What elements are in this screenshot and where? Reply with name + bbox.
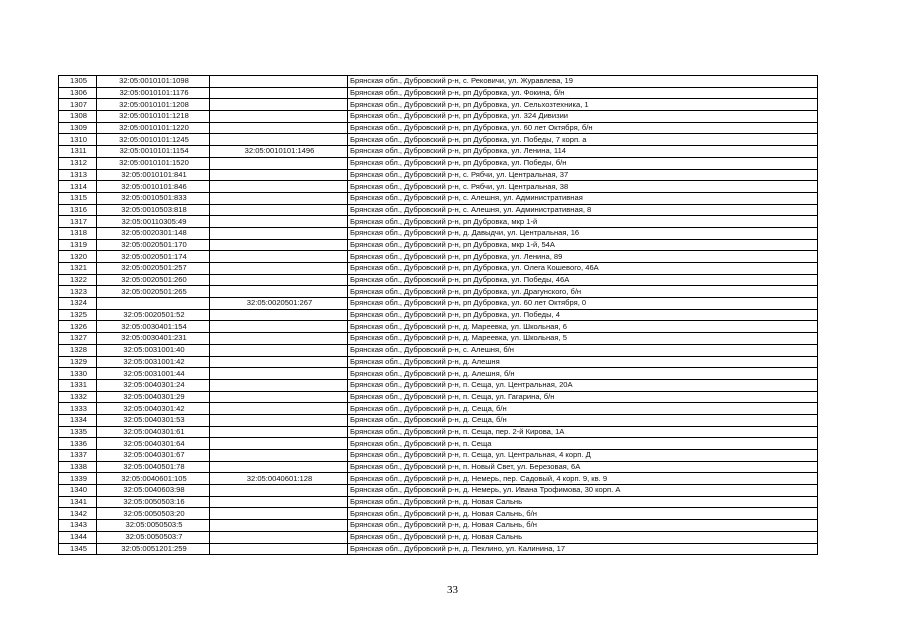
row-number-cell: 1314: [59, 181, 97, 193]
cadastral-number-cell: 32:05:0040603:98: [97, 485, 210, 497]
row-number-cell: 1312: [59, 157, 97, 169]
row-number-cell: 1331: [59, 379, 97, 391]
cadastral-number-cell: 32:05:0010101:1208: [97, 99, 210, 111]
address-cell: Брянская обл., Дубровский р-н, рп Дубровка, ул. Победы, 4: [348, 309, 818, 321]
table-row: [59, 403, 818, 415]
table-row: [59, 204, 818, 216]
table-row: [59, 216, 818, 228]
secondary-cadastral-number-cell: [210, 368, 348, 380]
cadastral-number-cell: 32:05:0020501:170: [97, 239, 210, 251]
cadastral-number-cell: 32:05:0010101:1176: [97, 87, 210, 99]
secondary-cadastral-number-cell: [210, 414, 348, 426]
table-row: [59, 496, 818, 508]
address-cell: Брянская обл., Дубровский р-н, п. Новый Свет, ул. Березовая, 6А: [348, 461, 818, 473]
secondary-cadastral-number-cell: [210, 192, 348, 204]
secondary-cadastral-number-cell: [210, 520, 348, 532]
cadastral-number-cell: 32:05:0020301:148: [97, 227, 210, 239]
row-number-cell: 1320: [59, 251, 97, 263]
row-number-cell: 1344: [59, 531, 97, 543]
cadastral-number-cell: 32:05:0040501:78: [97, 461, 210, 473]
address-cell: Брянская обл., Дубровский р-н, с. Рябчи, ул. Центральная, 37: [348, 169, 818, 181]
table-row: [59, 485, 818, 497]
address-cell: Брянская обл., Дубровский р-н, рп Дубровка, ул. Ленина, 89: [348, 251, 818, 263]
address-cell: Брянская обл., Дубровский р-н, д. Новая Сальнь: [348, 496, 818, 508]
cadastral-number-cell: 32:05:0040301:61: [97, 426, 210, 438]
secondary-cadastral-number-cell: [210, 181, 348, 193]
cadastral-number-cell: [97, 298, 210, 310]
secondary-cadastral-number-cell: [210, 157, 348, 169]
address-cell: Брянская обл., Дубровский р-н, п. Сеща: [348, 438, 818, 450]
cadastral-number-cell: 32:05:0010101:1220: [97, 122, 210, 134]
cadastral-number-cell: 32:05:0020501:265: [97, 286, 210, 298]
secondary-cadastral-number-cell: 32:05:0020501:267: [210, 298, 348, 310]
secondary-cadastral-number-cell: [210, 239, 348, 251]
cadastral-number-cell: 32:05:0050503:5: [97, 520, 210, 532]
cadastral-number-cell: 32:05:0020501:257: [97, 263, 210, 275]
cadastral-number-cell: 32:05:0040601:105: [97, 473, 210, 485]
page-number: 33: [447, 584, 458, 596]
row-number-cell: 1326: [59, 321, 97, 333]
cadastral-number-cell: 32:05:0030401:154: [97, 321, 210, 333]
row-number-cell: 1327: [59, 333, 97, 345]
address-cell: Брянская обл., Дубровский р-н, д. Сеща, б/н: [348, 414, 818, 426]
secondary-cadastral-number-cell: [210, 286, 348, 298]
cadastral-number-cell: 32:05:0040301:42: [97, 403, 210, 415]
cadastral-number-cell: 32:05:0050503:7: [97, 531, 210, 543]
address-cell: Брянская обл., Дубровский р-н, п. Сеща, ул. Центральная, 20А: [348, 379, 818, 391]
row-number-cell: 1336: [59, 438, 97, 450]
cadastral-number-cell: 32:05:0010101:841: [97, 169, 210, 181]
secondary-cadastral-number-cell: [210, 333, 348, 345]
cadastral-number-cell: 32:05:0010501:833: [97, 192, 210, 204]
table-row: [59, 344, 818, 356]
address-cell: Брянская обл., Дубровский р-н, д. Новая Сальнь: [348, 531, 818, 543]
address-cell: Брянская обл., Дубровский р-н, рп Дубровка, ул. Победы, 46А: [348, 274, 818, 286]
address-cell: Брянская обл., Дубровский р-н, д. Алешня: [348, 356, 818, 368]
cadastral-number-cell: 32:05:0010101:846: [97, 181, 210, 193]
secondary-cadastral-number-cell: [210, 461, 348, 473]
property-register-table: [58, 75, 818, 555]
address-cell: Брянская обл., Дубровский р-н, рп Дубровка, ул. Драгунского, б/н: [348, 286, 818, 298]
cadastral-number-cell: 32:05:0010101:1218: [97, 111, 210, 123]
row-number-cell: 1325: [59, 309, 97, 321]
secondary-cadastral-number-cell: [210, 321, 348, 333]
table-row: [59, 309, 818, 321]
row-number-cell: 1337: [59, 450, 97, 462]
row-number-cell: 1321: [59, 263, 97, 275]
table-row: [59, 450, 818, 462]
address-cell: Брянская обл., Дубровский р-н, д. Новая Сальнь, б/н: [348, 520, 818, 532]
address-cell: Брянская обл., Дубровский р-н, с. Рековичи, ул. Журавлева, 19: [348, 76, 818, 88]
row-number-cell: 1333: [59, 403, 97, 415]
table-row: [59, 99, 818, 111]
cadastral-number-cell: 32:05:0010101:1520: [97, 157, 210, 169]
cadastral-number-cell: 32:05:0040301:53: [97, 414, 210, 426]
table-row: [59, 520, 818, 532]
secondary-cadastral-number-cell: [210, 496, 348, 508]
address-cell: Брянская обл., Дубровский р-н, с. Рябчи, ул. Центральная, 38: [348, 181, 818, 193]
row-number-cell: 1308: [59, 111, 97, 123]
table-row: [59, 333, 818, 345]
address-cell: Брянская обл., Дубровский р-н, д. Давыдчи, ул. Центральная, 16: [348, 227, 818, 239]
address-cell: Брянская обл., Дубровский р-н, рп Дубровка, ул. Ленина, 114: [348, 146, 818, 158]
secondary-cadastral-number-cell: [210, 111, 348, 123]
secondary-cadastral-number-cell: [210, 403, 348, 415]
cadastral-number-cell: 32:05:0040301:64: [97, 438, 210, 450]
address-cell: Брянская обл., Дубровский р-н, рп Дубровка, ул. Олега Кошевого, 46А: [348, 263, 818, 275]
address-cell: Брянская обл., Дубровский р-н, д. Немерь, ул. Ивана Трофимова, 30 корп. А: [348, 485, 818, 497]
address-cell: Брянская обл., Дубровский р-н, рп Дубровка, ул. Фокина, б/н: [348, 87, 818, 99]
row-number-cell: 1315: [59, 192, 97, 204]
cadastral-number-cell: 32:05:0020501:260: [97, 274, 210, 286]
cadastral-number-cell: 32:05:0051201:259: [97, 543, 210, 555]
row-number-cell: 1313: [59, 169, 97, 181]
cadastral-number-cell: 32:05:0050503:16: [97, 496, 210, 508]
secondary-cadastral-number-cell: [210, 204, 348, 216]
table-row: [59, 181, 818, 193]
register-table-body: [59, 76, 818, 555]
row-number-cell: 1334: [59, 414, 97, 426]
address-cell: Брянская обл., Дубровский р-н, рп Дубровка, ул. Победы, 7 корп. а: [348, 134, 818, 146]
secondary-cadastral-number-cell: [210, 309, 348, 321]
secondary-cadastral-number-cell: [210, 122, 348, 134]
secondary-cadastral-number-cell: [210, 216, 348, 228]
address-cell: Брянская обл., Дубровский р-н, с. Алешня, ул. Административная, 8: [348, 204, 818, 216]
address-cell: Брянская обл., Дубровский р-н, п. Сеща, пер. 2-й Кирова, 1А: [348, 426, 818, 438]
table-row: [59, 263, 818, 275]
address-cell: Брянская обл., Дубровский р-н, д. Пеклино, ул. Калинина, 17: [348, 543, 818, 555]
row-number-cell: 1328: [59, 344, 97, 356]
table-row: [59, 391, 818, 403]
table-row: [59, 414, 818, 426]
row-number-cell: 1335: [59, 426, 97, 438]
row-number-cell: 1324: [59, 298, 97, 310]
row-number-cell: 1322: [59, 274, 97, 286]
secondary-cadastral-number-cell: [210, 391, 348, 403]
table-row: [59, 274, 818, 286]
row-number-cell: 1340: [59, 485, 97, 497]
secondary-cadastral-number-cell: [210, 227, 348, 239]
address-cell: Брянская обл., Дубровский р-н, д. Мареевка, ул. Школьная, 5: [348, 333, 818, 345]
address-cell: Брянская обл., Дубровский р-н, п. Сеща, ул. Гагарина, б/н: [348, 391, 818, 403]
row-number-cell: 1342: [59, 508, 97, 520]
secondary-cadastral-number-cell: [210, 99, 348, 111]
address-cell: Брянская обл., Дубровский р-н, рп Дубровка, ул. 60 лет Октября, б/н: [348, 122, 818, 134]
address-cell: Брянская обл., Дубровский р-н, д. Мареевка, ул. Школьная, 6: [348, 321, 818, 333]
address-cell: Брянская обл., Дубровский р-н, д. Немерь, пер. Садовый, 4 корп. 9, кв. 9: [348, 473, 818, 485]
secondary-cadastral-number-cell: [210, 426, 348, 438]
cadastral-number-cell: 32:05:00110305:49: [97, 216, 210, 228]
table-row: [59, 543, 818, 555]
cadastral-number-cell: 32:05:0040301:67: [97, 450, 210, 462]
address-cell: Брянская обл., Дубровский р-н, д. Алешня, б/н: [348, 368, 818, 380]
row-number-cell: 1306: [59, 87, 97, 99]
secondary-cadastral-number-cell: [210, 263, 348, 275]
cadastral-number-cell: 32:05:0050503:20: [97, 508, 210, 520]
table-row: [59, 426, 818, 438]
table-row: [59, 438, 818, 450]
secondary-cadastral-number-cell: [210, 274, 348, 286]
table-row: [59, 286, 818, 298]
table-row: [59, 379, 818, 391]
table-row: [59, 134, 818, 146]
secondary-cadastral-number-cell: [210, 251, 348, 263]
table-row: [59, 508, 818, 520]
secondary-cadastral-number-cell: [210, 87, 348, 99]
table-row: [59, 531, 818, 543]
row-number-cell: 1345: [59, 543, 97, 555]
table-row: [59, 227, 818, 239]
row-number-cell: 1341: [59, 496, 97, 508]
address-cell: Брянская обл., Дубровский р-н, рп Дубровка, мкр 1-й: [348, 216, 818, 228]
table-row: [59, 239, 818, 251]
table-row: [59, 473, 818, 485]
row-number-cell: 1311: [59, 146, 97, 158]
address-cell: Брянская обл., Дубровский р-н, рп Дубровка, мкр 1-й, 54А: [348, 239, 818, 251]
secondary-cadastral-number-cell: [210, 438, 348, 450]
table-row: [59, 298, 818, 310]
table-row: [59, 461, 818, 473]
secondary-cadastral-number-cell: [210, 543, 348, 555]
row-number-cell: 1316: [59, 204, 97, 216]
row-number-cell: 1330: [59, 368, 97, 380]
row-number-cell: 1310: [59, 134, 97, 146]
secondary-cadastral-number-cell: [210, 379, 348, 391]
row-number-cell: 1319: [59, 239, 97, 251]
address-cell: Брянская обл., Дубровский р-н, рп Дубровка, ул. Победы, б/н: [348, 157, 818, 169]
row-number-cell: 1309: [59, 122, 97, 134]
table-row: [59, 251, 818, 263]
cadastral-number-cell: 32:05:0031001:44: [97, 368, 210, 380]
table-row: [59, 111, 818, 123]
row-number-cell: 1332: [59, 391, 97, 403]
cadastral-number-cell: 32:05:0031001:42: [97, 356, 210, 368]
cadastral-number-cell: 32:05:0010101:1245: [97, 134, 210, 146]
row-number-cell: 1339: [59, 473, 97, 485]
secondary-cadastral-number-cell: 32:05:0040601:128: [210, 473, 348, 485]
secondary-cadastral-number-cell: [210, 344, 348, 356]
cadastral-number-cell: 32:05:0010101:1098: [97, 76, 210, 88]
address-cell: Брянская обл., Дубровский р-н, п. Сеща, ул. Центральная, 4 корп. Д: [348, 450, 818, 462]
table-row: [59, 87, 818, 99]
table-row: [59, 192, 818, 204]
cadastral-number-cell: 32:05:0020501:52: [97, 309, 210, 321]
secondary-cadastral-number-cell: [210, 531, 348, 543]
row-number-cell: 1317: [59, 216, 97, 228]
secondary-cadastral-number-cell: [210, 508, 348, 520]
secondary-cadastral-number-cell: [210, 356, 348, 368]
row-number-cell: 1343: [59, 520, 97, 532]
address-cell: Брянская обл., Дубровский р-н, с. Алешня, б/н: [348, 344, 818, 356]
row-number-cell: 1338: [59, 461, 97, 473]
address-cell: Брянская обл., Дубровский р-н, рп Дубровка, ул. 324 Дивизии: [348, 111, 818, 123]
secondary-cadastral-number-cell: [210, 485, 348, 497]
table-row: [59, 368, 818, 380]
address-cell: Брянская обл., Дубровский р-н, рп Дубровка, ул. Сельхозтехника, 1: [348, 99, 818, 111]
row-number-cell: 1305: [59, 76, 97, 88]
table-row: [59, 321, 818, 333]
table-row: [59, 76, 818, 88]
secondary-cadastral-number-cell: [210, 76, 348, 88]
cadastral-number-cell: 32:05:0040301:29: [97, 391, 210, 403]
secondary-cadastral-number-cell: [210, 450, 348, 462]
table-row: [59, 356, 818, 368]
cadastral-number-cell: 32:05:0010101:1154: [97, 146, 210, 158]
cadastral-number-cell: 32:05:0020501:174: [97, 251, 210, 263]
cadastral-number-cell: 32:05:0010503:818: [97, 204, 210, 216]
secondary-cadastral-number-cell: 32:05:0010101:1496: [210, 146, 348, 158]
row-number-cell: 1307: [59, 99, 97, 111]
cadastral-number-cell: 32:05:0031001:40: [97, 344, 210, 356]
table-row: [59, 157, 818, 169]
cadastral-number-cell: 32:05:0030401:231: [97, 333, 210, 345]
row-number-cell: 1318: [59, 227, 97, 239]
secondary-cadastral-number-cell: [210, 169, 348, 181]
address-cell: Брянская обл., Дубровский р-н, с. Алешня, ул. Административная: [348, 192, 818, 204]
address-cell: Брянская обл., Дубровский р-н, д. Сеща, б/н: [348, 403, 818, 415]
table-row: [59, 146, 818, 158]
table-row: [59, 169, 818, 181]
table-row: [59, 122, 818, 134]
row-number-cell: 1329: [59, 356, 97, 368]
address-cell: Брянская обл., Дубровский р-н, рп Дубровка, ул. 60 лет Октября, 0: [348, 298, 818, 310]
address-cell: Брянская обл., Дубровский р-н, д. Новая Сальнь, б/н: [348, 508, 818, 520]
cadastral-number-cell: 32:05:0040301:24: [97, 379, 210, 391]
row-number-cell: 1323: [59, 286, 97, 298]
secondary-cadastral-number-cell: [210, 134, 348, 146]
